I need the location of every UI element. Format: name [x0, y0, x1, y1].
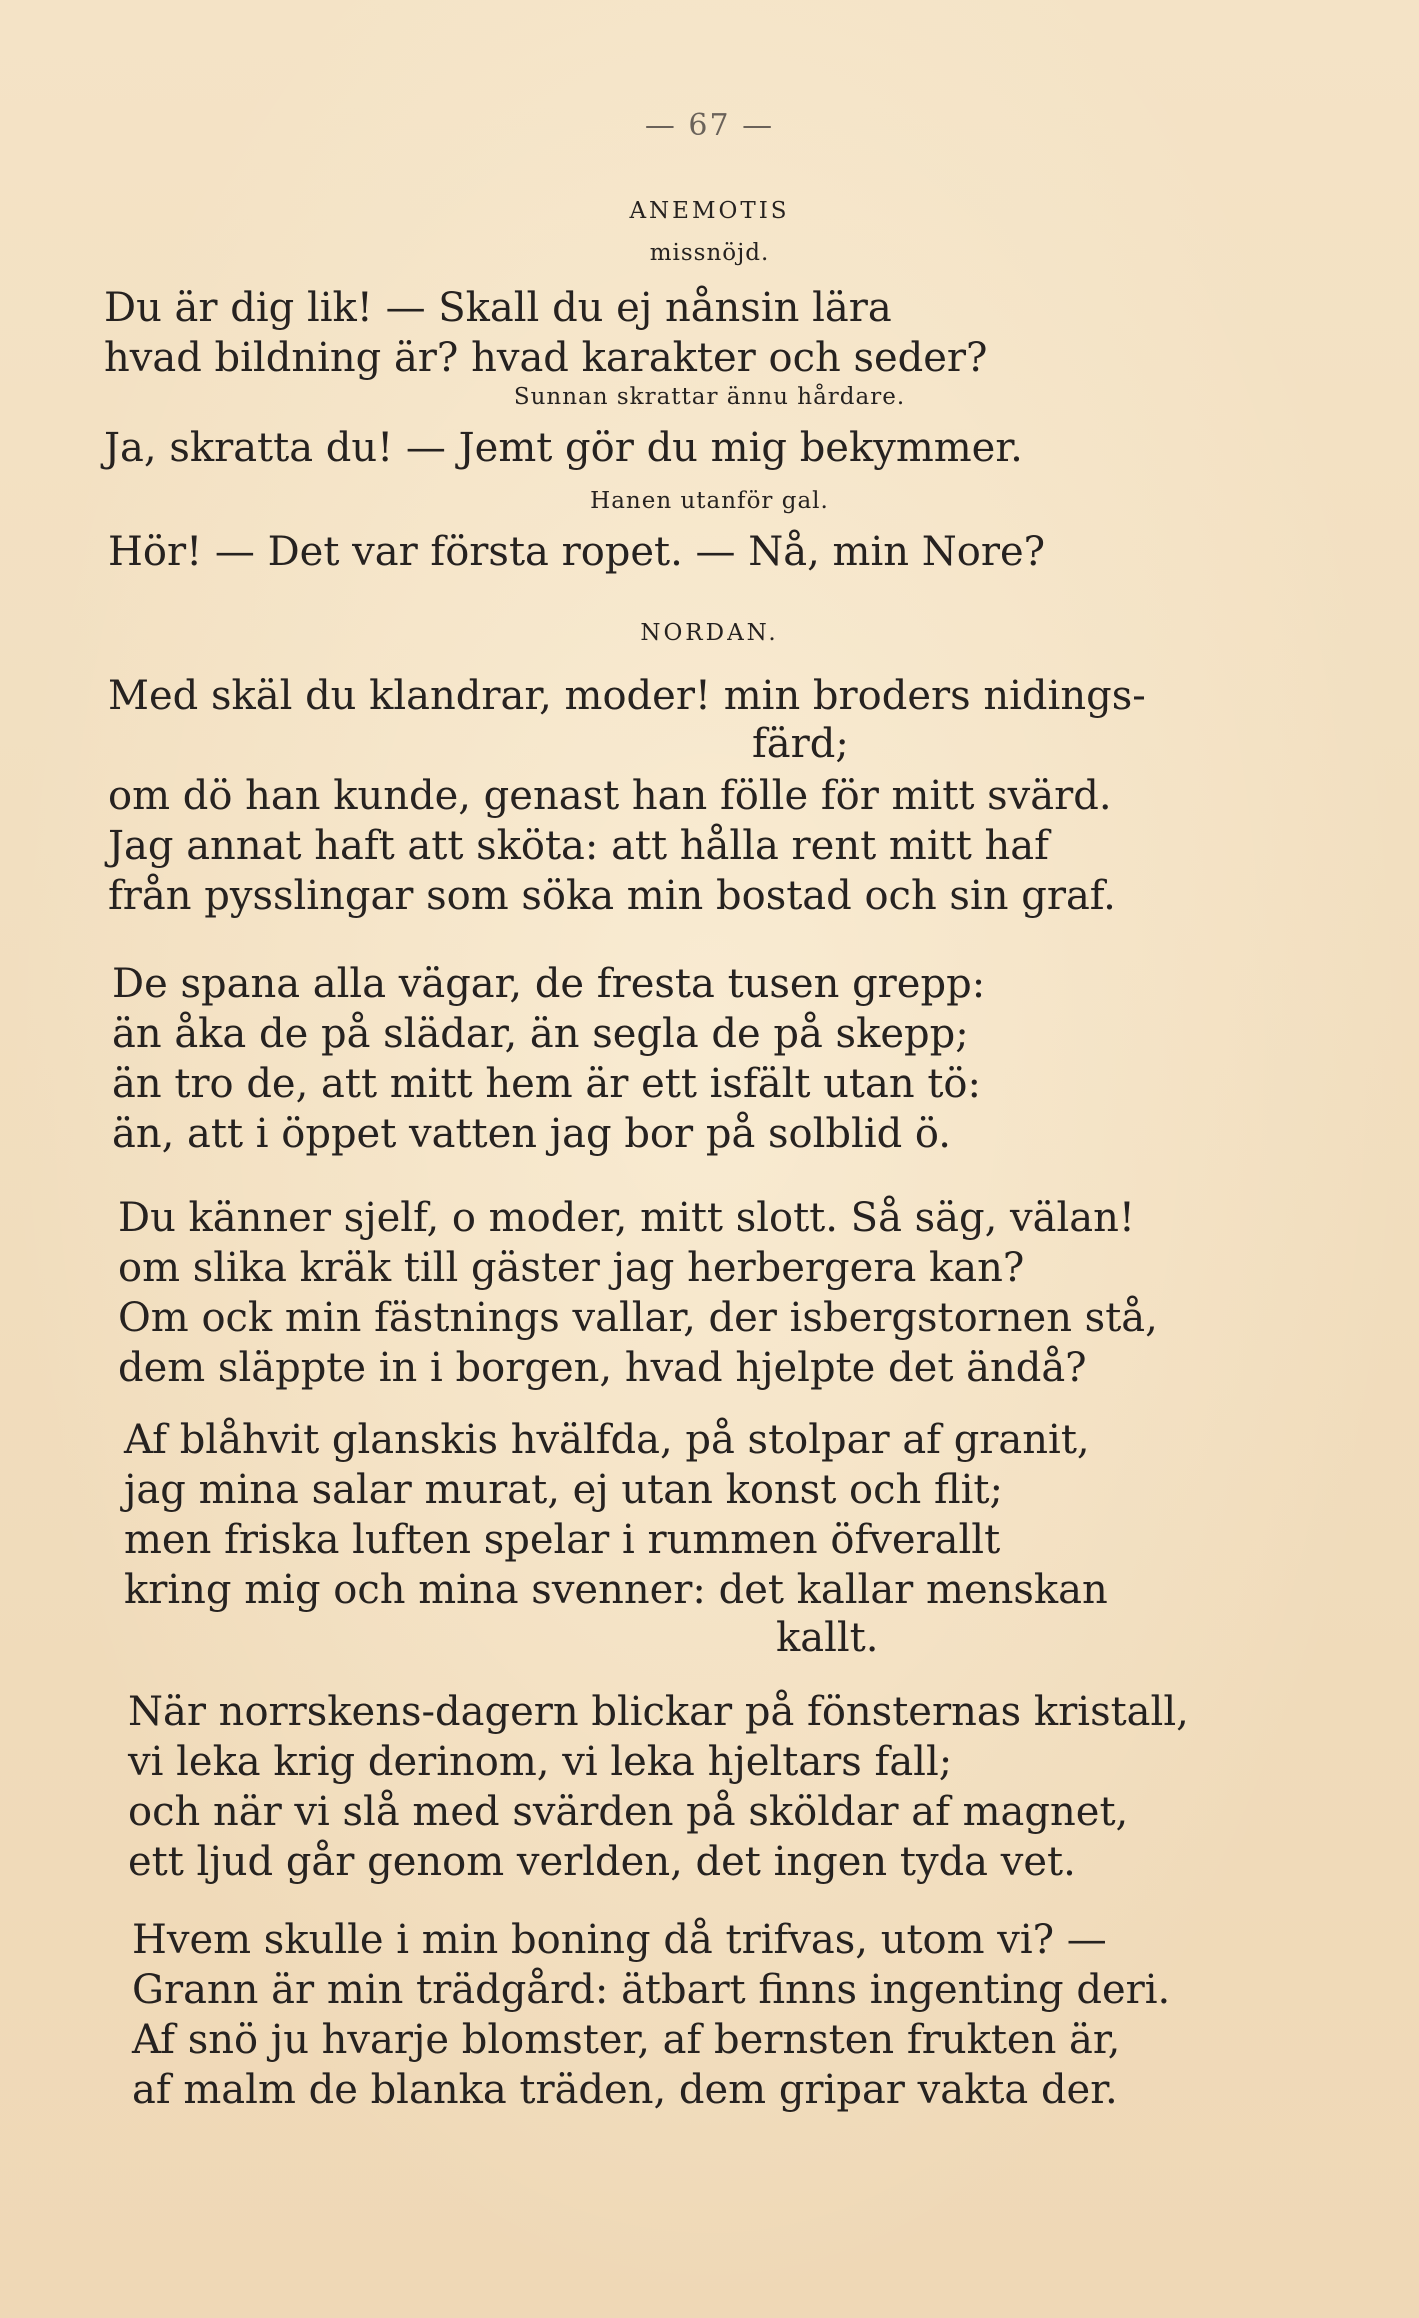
- stage-direction: missnöjd.: [649, 240, 770, 266]
- verse-line: Af snö ju hvarje blomster, af bernsten frukten är,: [132, 2017, 1121, 2063]
- verse-line: Med skäl du klandrar, moder! min broders nidings-: [108, 673, 1146, 719]
- stage-direction: Hanen utanför gal.: [590, 488, 829, 514]
- verse-line: jag mina salar murat, ej utan konst och flit;: [124, 1467, 1003, 1513]
- verse-line: När norrskens-dagern blickar på fönsternas kristall,: [128, 1689, 1189, 1735]
- verse-line: af malm de blanka träden, dem gripar vakta der.: [132, 2067, 1118, 2113]
- verse-line: Jag annat haft att sköta: att hålla rent mitt haf: [108, 823, 1049, 869]
- verse-line: De spana alla vägar, de fresta tusen grepp:: [112, 961, 986, 1007]
- verse-line: Hvem skulle i min boning då trifvas, utom vi? —: [132, 1917, 1107, 1963]
- verse-line: om slika kräk till gäster jag herbergera kan?: [118, 1245, 1025, 1291]
- verse-line: hvad bildning är? hvad karakter och seder?: [104, 335, 988, 381]
- verse-line: Om ock min fästnings vallar, der isbergstornen stå,: [118, 1295, 1158, 1341]
- verse-line: från pysslingar som söka min bostad och sin graf.: [108, 873, 1116, 919]
- verse-line: ett ljud går genom verlden, det ingen tyda vet.: [128, 1839, 1076, 1885]
- speaker-anemotis: ANEMOTIS: [629, 198, 790, 224]
- verse-line: Du är dig lik! — Skall du ej nånsin lära: [104, 285, 892, 331]
- verse-line: vi leka krig derinom, vi leka hjeltars fall;: [128, 1739, 953, 1785]
- verse-line: kring mig och mina svenner: det kallar menskan: [124, 1567, 1108, 1613]
- speaker-nordan: NORDAN.: [640, 620, 779, 646]
- verse-line: kallt.: [776, 1615, 879, 1661]
- verse-line: Grann är min trädgård: ätbart finns ingenting deri.: [132, 1967, 1171, 2013]
- verse-line: och när vi slå med svärden på sköldar af magnet,: [128, 1789, 1129, 1835]
- stage-direction: Sunnan skrattar ännu hårdare.: [513, 384, 906, 410]
- verse-line: än tro de, att mitt hem är ett isfält utan tö:: [112, 1061, 981, 1107]
- verse-line: dem släppte in i borgen, hvad hjelpte det ändå?: [118, 1345, 1087, 1391]
- verse-line: men friska luften spelar i rummen öfverallt: [124, 1517, 1001, 1563]
- verse-line: än, att i öppet vatten jag bor på solblid ö.: [112, 1111, 952, 1157]
- verse-line: än åka de på slädar, än segla de på skepp;: [112, 1011, 969, 1057]
- verse-line: Ja, skratta du! — Jemt gör du mig bekymmer.: [104, 425, 1023, 471]
- verse-line: Hör! — Det var första ropet. — Nå, min Nore?: [108, 529, 1046, 575]
- verse-line: om dö han kunde, genast han fölle för mitt svärd.: [108, 773, 1112, 819]
- verse-line: Du känner sjelf, o moder, mitt slott. Så säg, välan!: [118, 1195, 1135, 1241]
- page-number: — 67 —: [644, 108, 775, 143]
- verse-line: Af blåhvit glanskis hvälfda, på stolpar af granit,: [124, 1417, 1090, 1463]
- verse-line: färd;: [752, 721, 849, 767]
